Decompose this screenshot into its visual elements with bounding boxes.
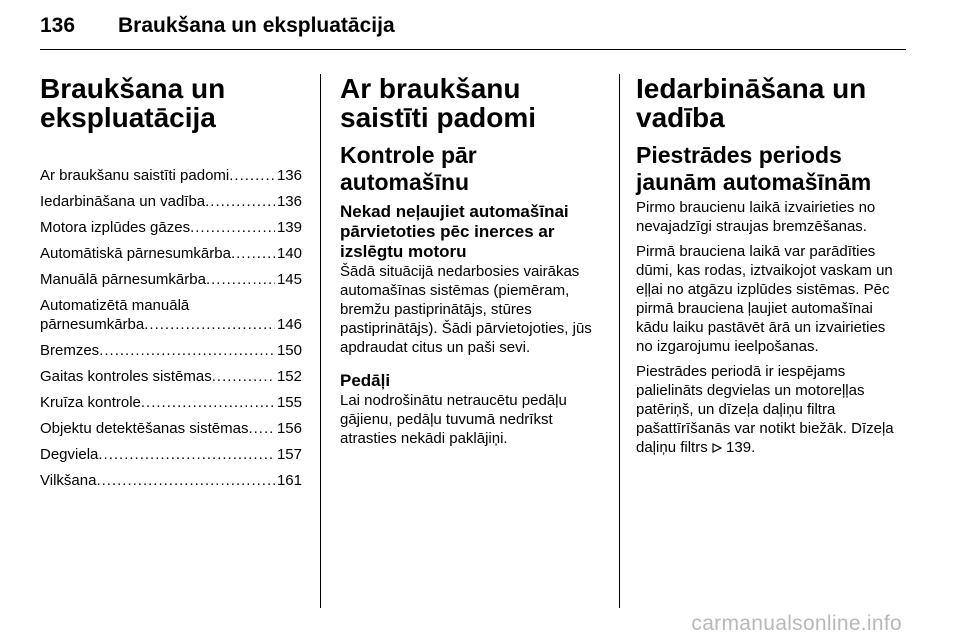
- toc-entry[interactable]: [40, 471, 302, 490]
- toc-entry-label: pārnesumkārba: [40, 316, 145, 333]
- chapter-title: Braukšana un ekspluatācija: [40, 73, 226, 133]
- column-divider-2: [619, 74, 620, 608]
- toc-entry-label: Degviela: [40, 446, 99, 463]
- body-text: Pirmā brauciena laikā var parādīties dūmi, kas rodas, iztvaikojot vaskam un eļļai no atgāzu izplūdes sistēmas. Pēc pirmā brauciena ļaujiet automašīnai kādu laiku pastāvēt ārā un izvairieties no izgarojumu ieelpošanas.: [636, 243, 893, 355]
- toc-entry-label: Objektu detektēšanas sistēmas: [40, 420, 249, 437]
- toc-entry-page: 152: [276, 368, 302, 385]
- toc-entry[interactable]: [40, 341, 302, 360]
- toc-column: [40, 74, 302, 497]
- toc-entry-label: Bremzes: [40, 342, 100, 359]
- running-title: Braukšana un ekspluatācija: [118, 14, 395, 37]
- toc-entry-label: Ar braukšanu saistīti padomi: [40, 167, 230, 184]
- page-header: [0, 0, 960, 50]
- section-title: Iedarbināšana un vadība: [636, 73, 867, 133]
- toc-entry[interactable]: [40, 166, 302, 185]
- section-subtitle: Kontrole pār automašīnu: [340, 142, 477, 195]
- subsection-heading: Nekad neļaujiet automašīnai pārvietoties pēc inerces ar izslēgtu motoru: [340, 202, 569, 261]
- toc-entry[interactable]: [40, 296, 302, 334]
- toc-entry-page: 136: [276, 167, 302, 184]
- toc-entry-label: Automātiskā pārnesumkārba: [40, 245, 231, 262]
- toc-entry-label: Vilkšana: [40, 472, 97, 489]
- toc-entry-label: Motora izplūdes gāzes: [40, 219, 191, 236]
- body-text: Lai nodrošinātu netraucētu pedāļu gājienu, pedāļu tuvumā nedrīkst atrasties nekādi paklājiņi.: [340, 392, 567, 447]
- toc-entry[interactable]: [40, 367, 302, 386]
- body-text: [636, 362, 904, 458]
- toc-entry-page: 155: [276, 394, 302, 411]
- toc-entry-page: 161: [276, 472, 302, 489]
- body-text: Šādā situācijā nedarbosies vairākas automašīnas sistēmas (piemēram, bremžu pastiprinātājs, stūres pastiprinātājs). Šādi pārvietojoties, jūs apdraudat citus un paši sevi.: [340, 263, 592, 356]
- toc-entry[interactable]: [40, 445, 302, 464]
- toc-entry-page: 157: [276, 446, 302, 463]
- toc-entry-page: 140: [276, 245, 302, 262]
- toc-entry[interactable]: [40, 270, 302, 289]
- body-text: Pirmo braucienu laikā izvairieties no nevajadzīgi straujas bremzēšanas.: [636, 199, 876, 235]
- header-rule: [40, 49, 906, 50]
- toc-entry-label-line1: Automatizētā manuālā: [40, 297, 190, 314]
- toc-entry[interactable]: [40, 393, 302, 412]
- toc-entry[interactable]: [40, 419, 302, 438]
- subsection-heading: Pedāļi: [340, 371, 391, 390]
- toc-entry[interactable]: [40, 244, 302, 263]
- toc-entry-label: Kruīza kontrole: [40, 394, 141, 411]
- toc-entry-page: 150: [276, 342, 302, 359]
- toc-entry-page: 145: [276, 271, 302, 288]
- toc-entry[interactable]: [40, 218, 302, 237]
- toc-entry-page: 156: [276, 420, 302, 437]
- column-divider-1: [320, 74, 321, 608]
- watermark: carmanualsonline.info: [691, 612, 902, 635]
- triangle-reference-icon[interactable]: [712, 439, 722, 458]
- toc-entry-page: 139: [276, 219, 302, 236]
- section-subtitle: Piestrādes periods jaunām automašīnām: [636, 142, 872, 195]
- toc-entry[interactable]: [40, 192, 302, 211]
- page-number: 136: [40, 14, 76, 37]
- starting-operating-column: [636, 74, 904, 458]
- driving-tips-column: [340, 74, 600, 448]
- toc-entry-page: 146: [276, 316, 302, 333]
- toc-entry-label: Gaitas kontroles sistēmas: [40, 368, 212, 385]
- table-of-contents: [40, 166, 302, 490]
- section-title: Ar braukšanu saistīti padomi: [340, 73, 537, 133]
- page-reference[interactable]: 139.: [726, 439, 756, 456]
- toc-entry-label: Iedarbināšana un vadība: [40, 193, 206, 210]
- toc-entry-page: 136: [276, 193, 302, 210]
- toc-entry-label: Manuālā pārnesumkārba: [40, 271, 206, 288]
- body-text-span: Piestrādes periodā ir iespējams palielināts degvielas un motoreļļas patēriņš, un dīzeļa daļiņu filtra pašattīrīšanās var notikt biežāk. Dīzeļa daļiņu filtrs: [636, 363, 894, 456]
